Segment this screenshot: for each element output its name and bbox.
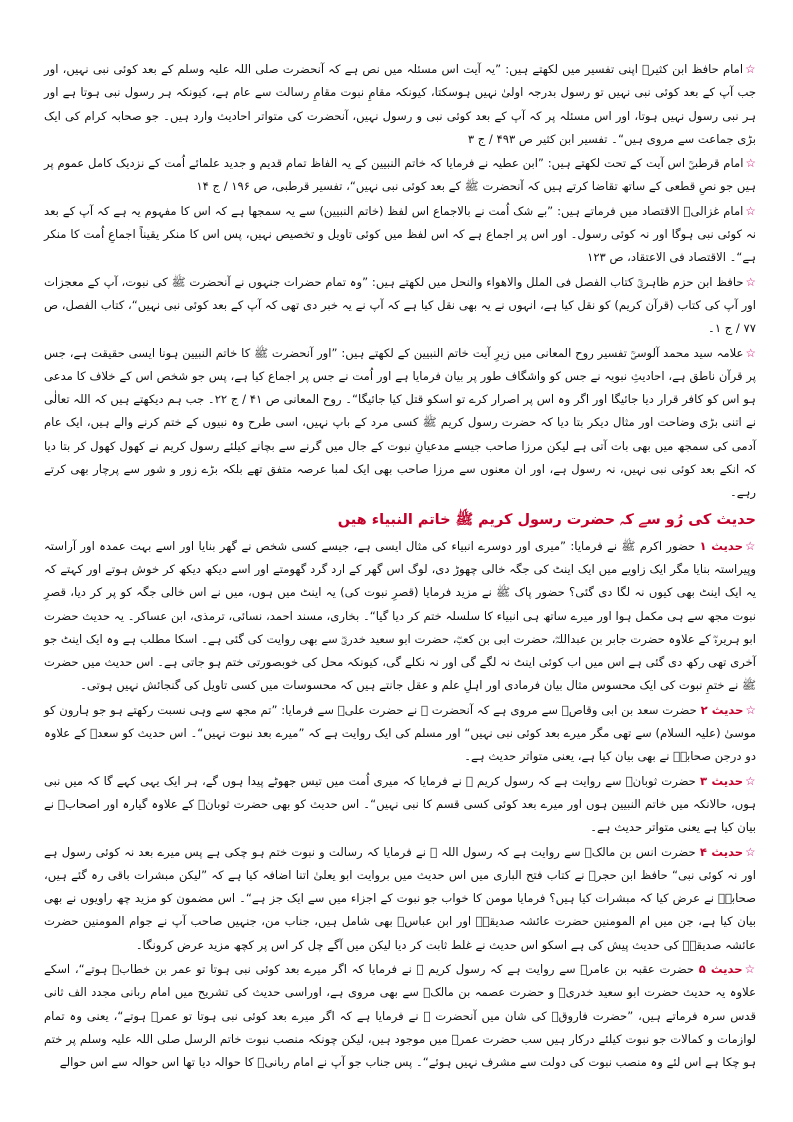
quote-paragraph [44, 342, 756, 505]
hadith-text: حضور اکرم ﷺ نے فرمایا: ”میری اور دوسرے انبیاء کی مثال ایسی ہے، جیسے کسی شخص نے گھر بنایا اور اسے بہت عمدہ اور آراستہ وپیراستہ بنایا مگر ایک زاویے میں ایک اینٹ کی جگہ خالی چھوڑ دی، لوگ اس گھر کے ارد گرد گھومتے اور اسے دیکھ دیکھ کر خوش ہوتے اور کہتے کہ یہ ایک اینٹ بھی کیوں نہ لگا دی گئی؟ حضور پاک ﷺ نے مزید فرمایا (قصرِ نبوت کی) یہ اینٹ میں ہوں، میں نے اس خالی جگہ کو پر کر دیا، قصرِ نبوت مجھ سے ہی مکمل ہوا اور میرے ساتھ ہی انبیاء کا سلسلہ ختم کر دیا گیا“۔ بخاری، مسند احمد، نسائی، ترمذی، ابن عساکر۔ یہ حدیث حضرت ابو ہریرہؓ کے علاوہ حضرت جابر بن عبداللہؓ، حضرت ابی بن کعبؓ، حضرت ابو سعید خدریؓ سے بھی روایت کی گئی ہے۔ اسکا مطلب ہے وہ ایک اینٹ جو آخری تھی رکھ دی گئی ہے اس میں اب کوئی اینٹ نہ لگے گی اور نہ نکلے گی، کیونکہ محل کی خوبصورتی ختم ہو جاتی ہے۔ اس حدیث میں حضرت ﷺ نے ختمِ نبوت کی ایک محسوس مثال بیان فرمادی اور اہلِ علم و عقل جانتے ہیں کہ محسوسات میں کسی تاویل کی گنجائش نہیں ہوتی۔ [44, 538, 756, 693]
hadith-paragraph [44, 535, 756, 698]
quote-text: علامہ سید محمد آلوسیؒ تفسیر روح المعانی میں زیرِ آیت خاتم النبیین کے لکھتے ہیں: ”اور آنحضرت ﷺ کا خاتم النبیین ہونا ایسی حقیقت ہے، جس پر قرآن ناطق ہے، احادیثِ نبویہ نے جس کو واشگاف طور پر بیان فرمایا ہے اور اُمت نے جس پر اجماع کیا ہے، پس جو شخص اس کے خلاف کا مدعی ہو اس کو کافر قرار دیا جائیگا اور اگر وہ اس پر اصرار کرے تو اسکو قتل کیا جائیگا“۔ روح المعانی ص ۴۱ / ج ۲۲۔ جب ہم دیکھتے ہیں کہ اللہ تعالٰی نے اتنی بڑی وضاحت اور مثال دیکر بتا دیا کہ حضرت رسول کریم ﷺ کسی مرد کے باپ نہیں، اسی طرح وہ نبیوں کے ختم کرنے والے ہیں، ایک عام آدمی کی سمجھ میں بھی بات آتی ہے لیکن مرزا صاحب جیسے مدعیانِ نبوت کے جال میں گرنے سے بچانے کیلئے رسول کریم نے کھول کھول کر بتا دیا کہ انکے بعد کوئی نبی نہیں، نہ رسول ہے، اور ان معنوں سے مرزا صاحب بھی ایک لمبا عرصہ متفق تھے بلکہ بڑے زور و شور سے پرچار بھی کرتے رہے۔ [44, 345, 756, 500]
document-page [44, 58, 756, 1075]
section-heading: حدیث کی رُو سے کہ حضرت رسول کریم ﷺ خاتم النبیاء ھیں [337, 511, 756, 528]
star-icon: ☆ [745, 773, 756, 788]
quote-text: حافظ ابن حزم ظاہریؒ کتاب الفصل فی الملل والاھواء والنحل میں لکھتے ہیں: ”وہ تمام حضرات جنہوں نے آنحضرت ﷺ کی نبوت، آپ کے معجزات اور آپ کی کتاب (قرآن کریم) کو نقل کیا ہے، انہوں نے یہ بھی نقل کیا ہے کہ آپ نے یہ خبر دی تھی کہ آپ کے بعد کوئی نبی نہیں“، کتاب الفصل، ص ۷۷ / ج ۱۔ [44, 274, 756, 336]
quote-text: امام قرطبیؒ اس آیت کے تحت لکھتے ہیں: ”ابن عطیہ نے فرمایا کہ خاتم النبیین کے یہ الفاظ تمام قدیم و جدید علمائے اُمت کے نزدیک کامل عموم پر ہیں جو نصِ قطعی کے ساتھ تقاضا کرتے ہیں کہ آنحضرت ﷺ کے بعد کوئی نبی نہیں“، تفسیر قرطبی، ص ۱۹۶ / ج ۱۴ [44, 156, 756, 194]
quote-paragraph [44, 58, 756, 151]
star-icon: ☆ [745, 203, 756, 218]
hadith-label: حدیث ۵ [698, 961, 743, 976]
quote-text: امام غزالیؒ الاقتصاد میں فرماتے ہیں: ”بے شک اُمت نے بالاجماع اس لفظ (خاتم النبیین) سے یہ سمجھا ہے کہ اس کا مفہوم یہ ہے کہ آپ کے بعد نہ کوئی نبی ہوگا اور نہ کوئی رسول۔ اور اس پر اجماع ہے کہ اس لفظ میں کوئی تاویل و تخصیص نہیں، پس اس کا منکر یقیناً اجماعِ اُمت کا منکر ہے“۔ الاقتصاد فی الاعتقاد، ص ۱۲۳ [44, 203, 756, 265]
hadith-paragraph [44, 958, 756, 1074]
star-icon: ☆ [745, 345, 756, 360]
star-icon: ☆ [744, 961, 756, 976]
star-icon: ☆ [745, 844, 756, 859]
quote-paragraph [44, 271, 756, 341]
hadith-paragraph [44, 841, 756, 957]
quote-text: امام حافظ ابن کثیرؒ اپنی تفسیر میں لکھتے ہیں: ”یہ آیت اس مسئلہ میں نص ہے کہ آنحضرت صلی اللہ علیہ وسلم کے بعد کوئی نبی نہیں، اور جب آپ کے بعد کوئی نبی نہیں تو رسول بدرجہ اولیٰ نہیں ہوسکتا، کیونکہ مقامِ نبوت مقامِ رسالت سے عام ہے، کیونکہ ہر رسول نبی ہوتا ہے اور ہر نبی رسول نہیں ہوتا، اور اس مسئلہ پر کہ آپ کے بعد کوئی نبی و رسول نہیں، آنحضرت کی متواتر احادیث وارد ہیں۔ جو صحابہ کرام کی ایک بڑی جماعت سے مروی ہیں“۔ تفسیر ابن کثیر ص ۴۹۳ / ج ۳ [44, 62, 756, 146]
quote-paragraph [44, 200, 756, 270]
hadith-text: حضرت انس بن مالکؓ سے روایت ہے کہ رسول اللہ ﷺ نے فرمایا کہ رسالت و نبوت ختم ہو چکی ہے پس میرے بعد نہ کوئی رسول ہے اور نہ کوئی نبی“ حافظ ابن حجرؒ نے کتاب فتح الباری میں اس حدیث میں بروایت ابو یعلیٰ اتنا اضافہ کیا ہے کہ ”لیکن مبشرات باقی رہ گئے ہیں، صحابہؓ نے عرض کیا کہ مبشرات کیا ہیں؟ فرمایا مومن کا خواب جو نبوت کے اجزاء میں سے ایک جز ہے“۔ اس مضمون کو مزید چھ راویوں نے بھی بیان کیا ہے، جن میں ام المومنین حضرت عائشہ صدیقہؓ اور ابن عباسؓ بھی شامل ہیں، جناب من، جنہیں صاحب آپ نے جوام المومنین حضرت عائشہ صدیقہؓ کی حدیث پیش کی ہے اسکو اس حدیث نے غلط ثابت کر دیا لیکن میں آگے چل کر اس پر کچھ مزید عرض کرونگا۔ [44, 844, 756, 952]
hadith-text: حضرت ثوبانؓ سے روایت ہے کہ رسول کریم ﷺ نے فرمایا کہ میری اُمت میں تیس جھوٹے پیدا ہوں گے، ہر ایک یہی کہے گا کہ میں نبی ہوں، حالانکہ میں خاتم النبیین ہوں اور میرے بعد کوئی کسی قسم کا نبی نہیں“۔ اس حدیث کو بھی حضرت ثوبانؓ کے علاوہ گیارہ اور اصحابؓ نے بیان کیا ہے یعنی متواتر حدیث ہے۔ [44, 773, 756, 835]
hadith-paragraph [44, 699, 756, 769]
hadith-text: حضرت عقبہ بن عامرؓ سے روایت ہے کہ رسول کریم ﷺ نے فرمایا کہ اگر میرے بعد کوئی نبی ہوتا تو عمر بن خطابؓ ہوتے“، اسکے علاوہ یہ حدیث حضرت ابو سعید خدریؓ و حضرت عصمہ بن مالکؓ سے بھی مروی ہے، اوراسی حدیث کی تشریح میں امام ربانی مجدد الف ثانی قدس سرہ فرماتے ہیں، ”حضرت فاروقؓ کی شان میں آنحضرت ﷺ نے فرمایا ہے کہ اگر میرے بعد کوئی نبی ہوتا تو عمرؓ ہوتے“، یعنی وہ تمام لوازمات و کمالات جو نبوت کیلئے درکار ہیں سب حضرت عمرؓ میں موجود ہیں، لیکن چونکہ منصب نبوت خاتم الرسل صلی اللہ علیہ وسلم پر ختم ہو چکا ہے اس لئے وہ منصب نبوت کی دولت سے مشرف نہیں ہوئے“۔ پس جناب جو آپ نے امام ربانیؒ کا حوالہ دیا تھا اس حوالہ سے اس حوالے [44, 961, 756, 1070]
hadith-label: حدیث ۲ [700, 702, 744, 717]
hadith-label: حدیث ۴ [699, 844, 744, 859]
star-icon: ☆ [745, 274, 756, 289]
star-icon: ☆ [745, 702, 756, 717]
hadith-text: حضرت سعد بن ابی وقاصؓ سے مروی ہے کہ آنحضرت ﷺ نے حضرت علیؓ سے فرمایا: ”تم مجھ سے وہی نسبت رکھتے ہو جو ہارون کو موسیٰ (علیہ السلام) سے تھی مگر میرے بعد کوئی نبی نہیں“ اور مسلم کی ایک روایت ہے کہ ”میرے بعد نبوت نہیں“۔ اس حدیث کو سعدؓ کے علاوہ دو درجن صحابہؓ نے بھی بیان کیا ہے، یعنی متواتر حدیث ہے۔ [44, 702, 756, 764]
star-icon: ☆ [745, 62, 756, 76]
hadith-label: حدیث ۱ [699, 538, 743, 553]
star-icon: ☆ [745, 156, 756, 171]
hadith-label: حدیث ۳ [699, 773, 744, 788]
quote-paragraph [44, 152, 756, 199]
hadith-paragraph [44, 770, 756, 840]
star-icon: ☆ [744, 538, 756, 553]
